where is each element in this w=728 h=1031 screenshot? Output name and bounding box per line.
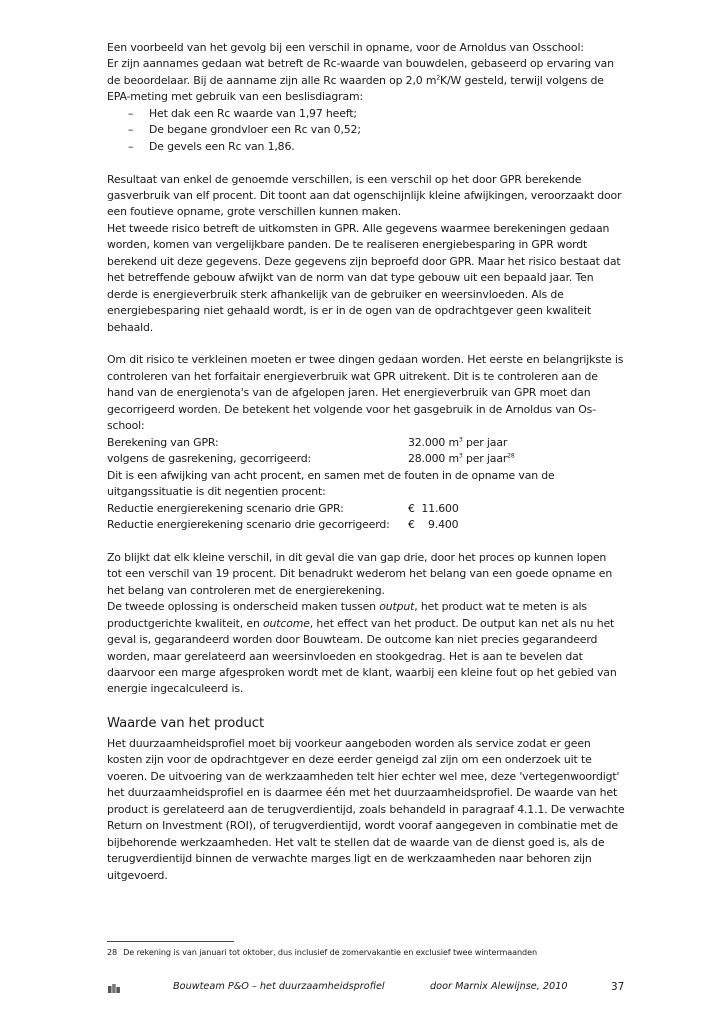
calc-label: volgens de gasrekening, gecorrigeerd: — [107, 452, 312, 466]
bouwteam-logo-icon — [108, 984, 120, 993]
paragraph-solution — [107, 550, 627, 698]
text-line: gasverbruik van elf procent. Dit toont aan dat ogenschijnlijk kleine afwijkingen, veroorzaakt door — [107, 189, 622, 203]
text-line: tot een verschil van 19 procent. Dit benadrukt wederom het belang van een goede opname en — [107, 567, 613, 581]
text-line: kosten zijn voor de opdrachtgever en deze eerder geneigd zal zijn om een onderzoek uit te — [107, 753, 592, 767]
text-line: terugverdientijd binnen de verwachte marges ligt en de werkzaamheden naar behoren zijn — [107, 852, 592, 866]
text-line: worden, komen van vergelijkbare panden. De te realiseren energiebesparing in GPR wordt — [107, 238, 588, 252]
cost-value: € 9.400 — [408, 517, 459, 531]
text-line: derde is energieverbruik sterk afhankelijk van de gebruiker en weersinvloeden. Als de — [107, 287, 564, 301]
text-line: daarvoor een marge afgesproken wordt met de klant, waarbij een kleine fout op het gebied van — [107, 665, 617, 679]
text-line: controleren van het forfaitair energieverbruik wat GPR uitrekent. Dit is te controleren aan de — [107, 369, 598, 383]
text-line: het betreffende gebouw afwijkt van de norm van dat type gebouw uit een bepaald jaar. Ten — [107, 271, 594, 285]
intro-line-3: de beoordelaar. Bij de aanname zijn alle Rc waarden op 2,0 $m^2K/W$ gesteld, terwijl volgens de — [107, 73, 604, 87]
text-line: Het tweede risico betreft de uitkomsten in GPR. Alle gegevens waarmee berekeningen gedaan — [107, 221, 610, 235]
text-line: Zo blijkt dat elk kleine verschil, in dit geval die van gap drie, door het proces op kunnen lopen — [107, 550, 607, 564]
rc-value-list — [107, 106, 627, 155]
calc-label: Berekening van GPR: — [107, 435, 219, 449]
cost-value: € 11.600 — [408, 501, 459, 515]
text-line: berekend uit deze gegevens. Deze gegevens zijn beproefd door GPR. Maar het risico bestaat dat — [107, 254, 621, 268]
intro-line-1: Een voorbeeld van het gevolg bij een verschil in opname, voor de Arnoldus van Osschool: — [107, 41, 584, 54]
footnote-text: De rekening is van januari tot oktober, dus inclusief de zomervakantie en exclusief twee wintermaanden — [123, 947, 537, 957]
text-line: worden, maar gerelateerd aan weersinvloeden en stookgedrag. Het is aan te bevelen dat — [107, 649, 583, 663]
text-line: product is gerelateerd aan de terugverdientijd, zoals behandeld in paragraaf 4.1.1. De verwachte — [107, 802, 625, 816]
text-line: voeren. De uitvoering van de werkzaamheden telt hier echter wel mee, deze 'vertegenwoordigt' — [107, 769, 620, 783]
text-line: productgerichte kwaliteit, en outcome, het effect van het product. De output kan net als nu het — [107, 616, 615, 630]
paragraph-results — [107, 172, 627, 337]
paragraph-risk — [107, 352, 627, 434]
footer-author: door Marnix Alewijnse, 2010 — [430, 981, 568, 992]
calc-row-gasbill — [107, 451, 627, 467]
text-line: geval is, gegarandeerd worden door Bouwteam. De outcome kan niet precies gegarandeerd — [107, 633, 598, 647]
cost-row-corrected — [107, 517, 627, 533]
text-line: De tweede oplossing is onderscheid maken tussen output, het product wat te meten is als — [107, 600, 587, 614]
text-line: het duurzaamheidsprofiel en is daarmee één met het duurzaamheidsprofiel. De waarde van het — [107, 786, 618, 800]
text-line: energiebesparing niet gehaald wordt, is er in de ogen van de opdrachtgever geen kwaliteit — [107, 304, 591, 318]
text-line: Dit is een afwijking van acht procent, en samen met de fouten in de opname van de — [107, 468, 555, 482]
list-item: – De begane grondvloer een Rc van 0,52; — [128, 123, 361, 137]
text-line: Het duurzaamheidsprofiel moet bij voorkeur aangeboden worden als service zodat er geen — [107, 736, 591, 750]
cost-label: Reductie energierekening scenario drie gecorrigeerd: — [107, 517, 390, 531]
calc-value: 28.000 $m^3$ per jaar$^{28}$ — [408, 452, 515, 466]
page-number: 37 — [611, 981, 625, 993]
text-line: school: — [107, 419, 145, 433]
page-footer — [0, 981, 728, 997]
footnote-number: 28 — [107, 947, 118, 957]
text-line: een foutieve opname, grote verschillen kunnen maken. — [107, 205, 401, 219]
list-item: – De gevels een Rc van 1,86. — [128, 139, 295, 153]
section-heading: Waarde van het product — [107, 715, 265, 731]
text-line: energie ingecalculeerd is. — [107, 682, 244, 696]
text-line: Resultaat van enkel de genoemde verschillen, is een verschil op het door GPR berekende — [107, 172, 582, 186]
footer-title: Bouwteam P&O – het duurzaamheidsprofiel — [173, 981, 385, 992]
text-line: het belang van controleren met de energierekening. — [107, 583, 385, 597]
cost-row-gpr — [107, 501, 627, 517]
page-body — [107, 40, 627, 884]
footnote — [107, 946, 537, 958]
footnote-ref: 28 — [507, 452, 515, 460]
text-line: bijbehorende werkzaamheden. Het valt te stellen dat de waarde van de dienst goed is, als de — [107, 835, 605, 849]
list-item: – Het dak een Rc waarde van 1,97 heeft; — [128, 106, 357, 120]
intro-line-2: Er zijn aannames gedaan wat betreft de Rc-waarde van bouwdelen, gebaseerd op ervaring van — [107, 57, 614, 71]
text-line: gecorrigeerd worden. De betekent het volgende voor het gasgebruik in de Arnoldus van Os- — [107, 402, 596, 416]
text-line: Om dit risico te verkleinen moeten er twee dingen gedaan worden. Het eerste en belangrijkste is — [107, 353, 624, 367]
text-line: uitgangssituatie is dit negentien procent: — [107, 485, 326, 499]
footnote-divider — [107, 941, 234, 942]
text-line: Return on Investment (ROI), of terugverdientijd, wordt vooraf aangegeven in combinatie met de — [107, 819, 618, 833]
calc-value: 32.000 $m^3$ per jaar — [408, 435, 508, 449]
intro-line-4: EPA-meting met gebruik van een beslisdiagram: — [107, 90, 363, 104]
text-line: hand van de energienota's van de afgelopen jaren. Het energieverbruik van GPR moet dan — [107, 386, 591, 400]
text-line: behaald. — [107, 320, 154, 334]
calc-row-gpr — [107, 435, 627, 451]
text-line: uitgevoerd. — [107, 868, 168, 882]
cost-label: Reductie energierekening scenario drie GPR: — [107, 501, 344, 515]
paragraph-value — [107, 736, 627, 884]
